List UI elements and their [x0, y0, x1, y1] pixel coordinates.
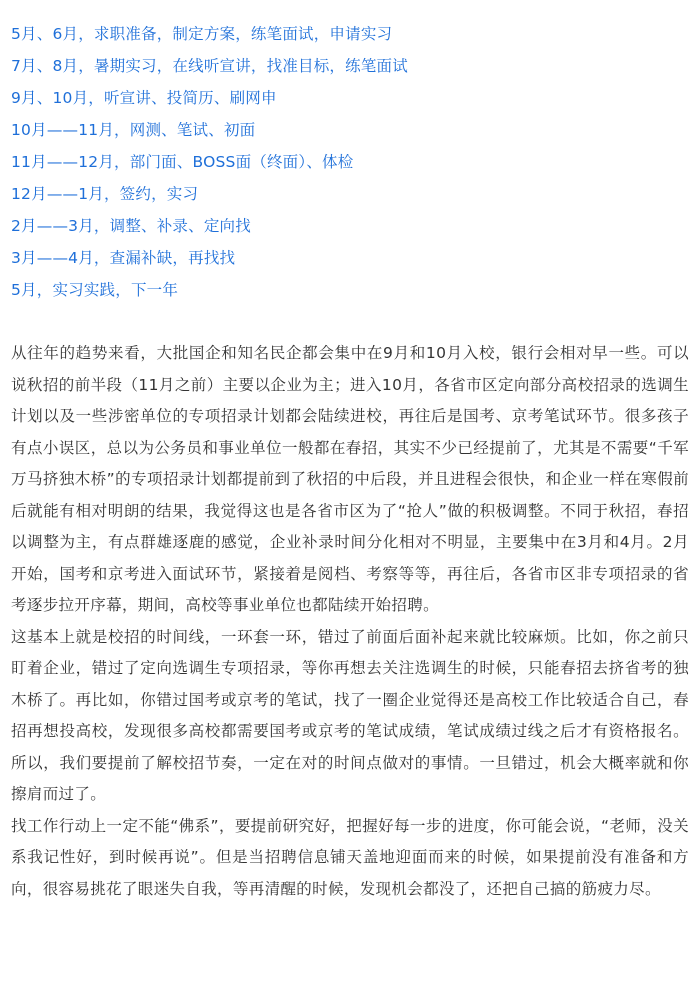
timeline-item: 5月，实习实践，下一年	[11, 281, 179, 299]
paragraph-timeline-summary: 这基本上就是校招的时间线，一环套一环，错过了前面后面补起来就比较麻烦。比如，你之前只盯着企业，错过了定向选调生专项招录，等你再想去关注选调生的时候，只能春招去挤省考的独木桥了。再比如，你错过国考或京考的笔试，找了一圈企业觉得还是高校工作比较适合自己，春招再想投高校，发现很多高校都需要国考或京考的笔试成绩，笔试成绩过线之后才有资格报名。所以，我们要提前了解校招节奏，一定在对的时间点做对的事情。一旦错过，机会大概率就和你擦肩而过了。	[11, 627, 689, 803]
timeline-item: 3月——4月，查漏补缺，再找找	[11, 249, 236, 267]
timeline-item: 9月、10月，听宣讲、投简历、刷网申	[11, 89, 277, 107]
timeline-item: 11月——12月，部门面、BOSS面（终面）、体检	[11, 153, 354, 171]
timeline-item: 2月——3月，调整、补录、定向找	[11, 217, 251, 235]
paragraph-trends: 从往年的趋势来看，大批国企和知名民企都会集中在9月和10月入校，银行会相对早一些。可以说秋招的前半段（11月之前）主要以企业为主；进入10月，各省市区定向部分高校招录的选调生计划以及一些涉密单位的专项招录计划都会陆续进校，再往后是国考、京考笔试环节。很多孩子有点小误区，总以为公务员和事业单位一般都在春招，其实不少已经提前了，尤其是不需要“千军万马挤独木桥”的专项招录计划都提前到了秋招的中后段，并且进程会很快，和企业一样在寒假前后就能有相对明朗的结果，我觉得这也是各省市区为了“抢人”做的积极调整。不同于秋招，春招以调整为主，有点群雄逐鹿的感觉，企业补录时间分化相对不明显，主要集中在3月和4月。2月开始，国考和京考进入面试环节，紧接着是阅档、考察等等，再往后，各省市区非专项招录的省考逐步拉开序幕，期间，高校等事业单位也都陆续开始招聘。	[11, 344, 689, 614]
paragraph-advice: 找工作行动上一定不能“佛系”，要提前研究好，把握好每一步的进度，你可能会说，“老师，没关系我记性好，到时候再说”。但是当招聘信息铺天盖地迎面而来的时候，如果提前没有准备和方向，很容易挑花了眼迷失自我，等再清醒的时候，发现机会都没了，还把自己搞的筋疲力尽。	[11, 816, 689, 898]
timeline-item: 10月——11月，网测、笔试、初面	[11, 121, 256, 139]
timeline-item: 5月、6月，求职准备，制定方案，练笔面试，申请实习	[11, 25, 393, 43]
timeline-item: 12月——1月，签约，实习	[11, 185, 199, 203]
timeline-list	[11, 18, 691, 306]
timeline-item: 7月、8月，暑期实习，在线听宣讲，找准目标，练笔面试	[11, 57, 408, 75]
article-body	[11, 338, 689, 905]
